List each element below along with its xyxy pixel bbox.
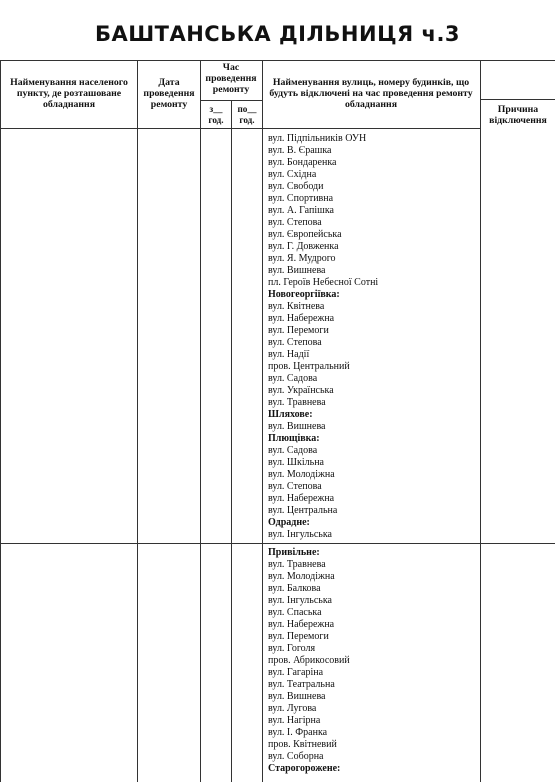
- streets-list-block-2: [268, 547, 480, 775]
- street-item: вул. Набережна: [268, 313, 335, 324]
- header-streets: Найменування вулиць, номеру будинків, що будуть відключені на час проведення ремонту обладнання: [269, 77, 473, 110]
- street-item: вул. А. Гапішка: [268, 205, 334, 216]
- table-left-border: [0, 60, 1, 782]
- street-item: вул. Європейська: [268, 229, 342, 240]
- time-subheader-line: [200, 100, 262, 101]
- street-item: вул. Травнева: [268, 559, 326, 570]
- street-item: вул. Степова: [268, 481, 322, 492]
- row-separator: [0, 543, 555, 544]
- street-item: вул. Набережна: [268, 493, 335, 504]
- street-item: вул. Бондаренка: [268, 157, 337, 168]
- header-time-from: з__ год.: [208, 104, 224, 125]
- table-top-border: [0, 60, 555, 61]
- page-title: БАШТАНСЬКА ДІЛЬНИЦЯ ч.3: [94, 22, 461, 46]
- street-item: вул. Гоголя: [268, 643, 316, 654]
- street-item: вул. Підпільників ОУН: [268, 133, 367, 144]
- header-bottom-line: [0, 128, 480, 129]
- settlement-name: Привільне:: [268, 547, 320, 558]
- street-item: вул. Спортивна: [268, 193, 334, 204]
- street-item: пров. Центральний: [268, 361, 350, 372]
- street-item: вул. Я. Мудрого: [268, 253, 336, 264]
- col-divider: [200, 60, 201, 782]
- street-item: вул. Вишнева: [268, 691, 326, 702]
- street-item: вул. Інгульська: [268, 529, 332, 540]
- street-item: вул. Набережна: [268, 619, 335, 630]
- street-item: вул. Свободи: [268, 181, 324, 192]
- street-item: вул. Перемоги: [268, 325, 329, 336]
- street-item: вул. Степова: [268, 337, 322, 348]
- street-item: вул. Вишнева: [268, 421, 326, 432]
- header-time-to: по__ год.: [237, 104, 257, 125]
- settlement-name: Старогорожене:: [268, 763, 341, 774]
- street-item: вул. Надії: [268, 349, 310, 360]
- settlement-name: Одрадне:: [268, 517, 310, 528]
- street-item: вул. Соборна: [268, 751, 324, 762]
- settlement-name: Шляхове:: [268, 409, 313, 420]
- header-time: Час проведення ремонту: [205, 62, 257, 95]
- col-divider: [137, 60, 138, 782]
- street-item: вул. Г. Довженка: [268, 241, 339, 252]
- street-item: пл. Героїв Небесної Сотні: [268, 277, 379, 288]
- street-item: вул. Травнева: [268, 397, 326, 408]
- col-divider: [480, 60, 481, 782]
- street-item: вул. Центральна: [268, 505, 338, 516]
- reason-header-line: [480, 99, 555, 100]
- street-item: вул. Спаська: [268, 607, 322, 618]
- street-item: вул. Квітнева: [268, 301, 325, 312]
- street-item: вул. Нагірна: [268, 715, 321, 726]
- street-item: вул. Гагаріна: [268, 667, 324, 678]
- street-item: вул. Молодіжна: [268, 571, 335, 582]
- street-item: вул. Лугова: [268, 703, 317, 714]
- street-item: вул. В. Єрашка: [268, 145, 332, 156]
- col-divider: [231, 100, 232, 782]
- street-item: вул. Вишнева: [268, 265, 326, 276]
- street-item: вул. Балкова: [268, 583, 321, 594]
- street-item: вул. Інгульська: [268, 595, 332, 606]
- street-item: вул. Молодіжна: [268, 469, 335, 480]
- header-settlement: Найменування населеного пункту, де розташоване обладнання: [10, 77, 128, 110]
- street-item: вул. Театральна: [268, 679, 335, 690]
- settlement-name: Плющівка:: [268, 433, 320, 444]
- street-item: вул. Українська: [268, 385, 334, 396]
- street-item: пров. Абрикосовий: [268, 655, 350, 666]
- street-item: пров. Квітневий: [268, 739, 337, 750]
- street-item: вул. Шкільна: [268, 457, 324, 468]
- street-item: вул. Садова: [268, 373, 318, 384]
- street-item: вул. Степова: [268, 217, 322, 228]
- street-item: вул. Перемоги: [268, 631, 329, 642]
- header-reason: Причина відключення: [489, 104, 547, 126]
- col-divider: [262, 60, 263, 782]
- street-item: вул. Східна: [268, 169, 317, 180]
- streets-list-block-1: [268, 133, 480, 541]
- settlement-name: Новогеоргіївка:: [268, 289, 340, 300]
- header-date: Дата проведення ремонту: [143, 77, 195, 110]
- street-item: вул. І. Франка: [268, 727, 328, 738]
- street-item: вул. Садова: [268, 445, 318, 456]
